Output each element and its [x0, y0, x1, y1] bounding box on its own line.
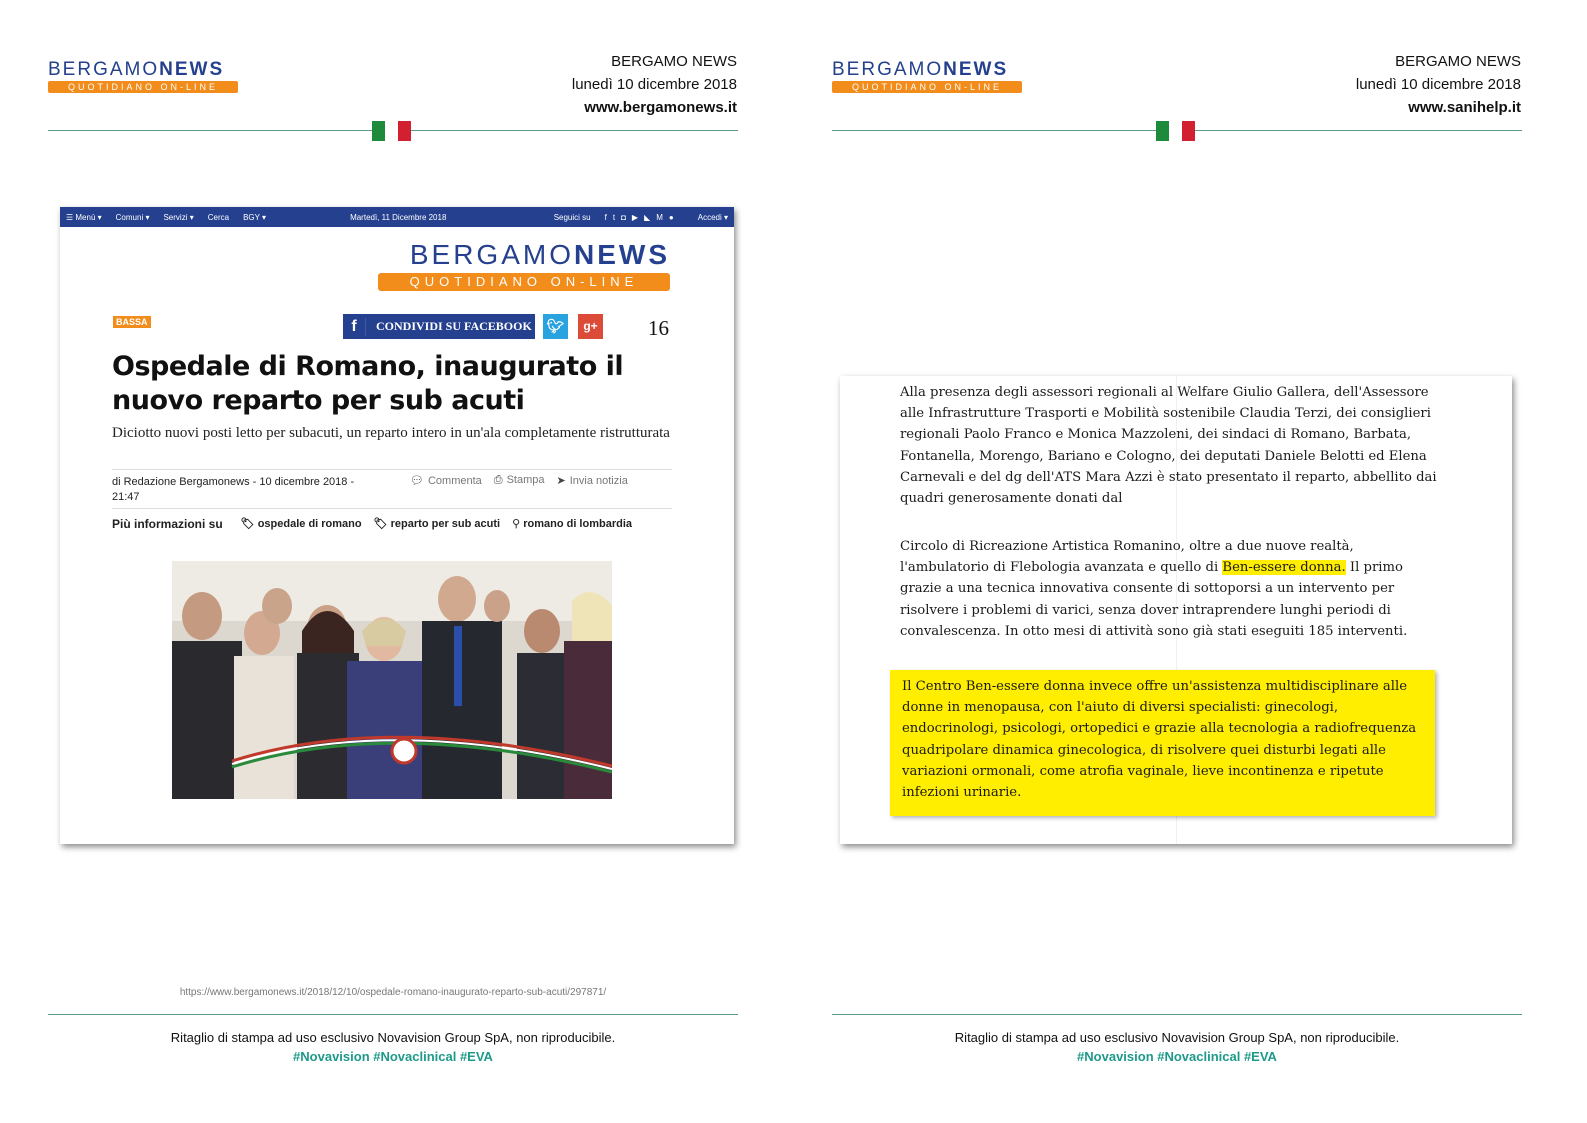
logo-word1: BERGAMO [832, 59, 944, 80]
tag-link[interactable] [374, 517, 500, 531]
logo-word1: BERGAMO [48, 59, 160, 80]
footer-hashtags: #Novavision #Novaclinical #EVA [1077, 1049, 1277, 1064]
tag-label: reparto per sub acuti [390, 518, 501, 530]
highlighted-text: Ben-essere donna. [1222, 560, 1346, 576]
publication-date: lunedì 10 dicembre 2018 [1355, 76, 1521, 93]
article-clipping [60, 207, 734, 844]
share-twitter-button[interactable] [543, 314, 568, 339]
highlight-box [890, 670, 1435, 816]
print-action[interactable] [494, 474, 545, 487]
section-badge[interactable]: BASSA [113, 316, 151, 328]
logo-word2: NEWS [159, 59, 225, 80]
paragraph-2-text-start: Circolo di Ricreazione Artistica Romanino, oltre a due nuove realtà, l'ambulatorio di Flebologia avanzata e quello di [900, 539, 1354, 576]
paragraph-1: Alla presenza degli assessori regionali al Welfare Giulio Gallera, dell'Assessore alle Infrastrutture Trasporti e Mobilità sostenibile Claudia Terzi, dei consiglieri regionali Paolo Franco e Monica Mazzoleni, dei sindaci di Romano, Barbata, Fontanella, Morengo, Bariano e Cologno, dei deputati Daniele Belotti ed Elena Carnevali e del dg dell'ATS Mara Azzi è stato presentato il reparto, abbellito dai quadri generosamente donati dal [900, 385, 1437, 507]
website-link[interactable]: www.sanihelp.it [1408, 99, 1521, 116]
more-info-tags [112, 517, 632, 531]
logo-tagline: QUOTIDIANO ON-LINE [832, 81, 1022, 93]
paragraph-2 [900, 536, 1440, 642]
tag-link[interactable] [512, 517, 632, 531]
tag-label: romano di lombardia [523, 518, 632, 530]
publication-name: BERGAMO NEWS [611, 53, 737, 70]
left-page [0, 0, 793, 1123]
rss-icon[interactable]: ◣ [644, 212, 651, 222]
more-info-label: Più informazioni su [112, 517, 223, 531]
article-actions [410, 474, 628, 487]
paragraph-3: Il Centro Ben-essere donna invece offre un'assistenza multidisciplinare alle donne in menopausa, con l'aiuto di diversi specialisti: ginecologi, endocrinologi, psicologi, ortopedici e grazie alla tecnologia a radiofrequenza quadripolare dinamica ginecologica, di risolvere quei disturbi legati alle variazioni ormonali, come atrofia vaginale, lieve incontinenza e ripetute infezioni urinarie. [902, 679, 1417, 801]
logo-tagline: QUOTIDIANO ON-LINE [48, 81, 238, 93]
logo-word2: NEWS [943, 59, 1009, 80]
site-logo-tagline: QUOTIDIANO ON-LINE [378, 273, 670, 291]
article-photo [172, 561, 612, 799]
article-subtitle: Diciotto nuovi posti letto per subacuti, un reparto intero in un'ala completamente ristrutturata [112, 425, 670, 441]
italian-flag-icon [372, 121, 412, 141]
instagram-icon[interactable]: ◘ [621, 212, 626, 222]
footer-notice: Ritaglio di stampa ad uso esclusivo Novavision Group SpA, non riproducibile. [170, 1030, 616, 1045]
whatsapp-icon[interactable]: ● [668, 212, 674, 222]
youtube-icon[interactable]: ▶ [631, 212, 639, 222]
twitter-icon: 🐦︎ [546, 318, 565, 334]
website-link[interactable]: www.bergamonews.it [584, 99, 737, 116]
footer-hashtags: #Novavision #Novaclinical #EVA [293, 1049, 493, 1064]
publication-date: lunedì 10 dicembre 2018 [571, 76, 737, 93]
article-byline: di Redazione Bergamonews - 10 dicembre 2018 - 21:47 [112, 476, 355, 503]
comment-action[interactable] [410, 474, 482, 487]
facebook-icon[interactable]: f [604, 212, 607, 222]
footer-rule [48, 1014, 738, 1015]
share-googleplus-button[interactable] [578, 314, 603, 339]
facebook-icon: f [343, 318, 366, 336]
send-label: Invia notizia [569, 475, 628, 487]
meta-divider-bottom [112, 508, 672, 509]
nav-accedi[interactable]: Accedi ▾ [697, 212, 728, 222]
tag-label: ospedale di romano [257, 518, 362, 530]
nav-cerca[interactable]: Cerca [207, 212, 230, 222]
print-label: Stampa [506, 474, 545, 486]
footer-notice: Ritaglio di stampa ad uso esclusivo Novavision Group SpA, non riproducibile. [954, 1030, 1400, 1045]
nav-social-icons [605, 213, 674, 222]
footer [48, 1028, 738, 1066]
share-count: 16 [648, 316, 669, 340]
nav-bgy[interactable]: BGY ▾ [243, 212, 267, 222]
share-facebook-label: CONDIVIDI SU FACEBOOK [376, 319, 532, 333]
ribbon-cutting-photo [172, 561, 612, 799]
article-text-clipping [840, 376, 1512, 844]
bergamonews-logo [48, 60, 238, 93]
nav-date: Martedì, 11 Dicembre 2018 [350, 212, 447, 222]
meta-divider-top [112, 469, 672, 470]
tag-icon: 🏷︎ [373, 518, 391, 530]
location-pin-icon: ⚲ [512, 518, 524, 530]
send-action[interactable] [557, 474, 628, 487]
site-logo-word1: BERGAMO [409, 239, 574, 270]
nav-comuni[interactable]: Comuni ▾ [115, 212, 150, 222]
share-facebook-button[interactable] [343, 314, 535, 339]
publication-name: BERGAMO NEWS [1395, 53, 1521, 70]
italian-flag-icon [1156, 121, 1196, 141]
article-title: Ospedale di Romano, inaugurato il nuovo reparto per sub acuti [112, 351, 624, 416]
comment-icon: 💬︎ [410, 475, 424, 487]
print-icon: ⎙ [493, 474, 503, 486]
mail-icon[interactable]: M [656, 212, 663, 222]
footer [832, 1028, 1522, 1066]
twitter-icon[interactable]: t [612, 212, 616, 222]
site-logo[interactable] [378, 239, 670, 291]
footer-rule [832, 1014, 1522, 1015]
nav-seguici: Seguici su [553, 212, 591, 222]
comment-label: Commenta [427, 475, 482, 487]
googleplus-icon: g+ [583, 319, 598, 333]
nav-menu[interactable]: ☰ Menù ▾ [66, 212, 102, 222]
nav-servizi[interactable]: Servizi ▾ [163, 212, 194, 222]
site-logo-word2: NEWS [574, 239, 670, 270]
site-navbar [60, 207, 734, 227]
tag-icon: 🏷︎ [240, 518, 258, 530]
header-info [1356, 50, 1521, 119]
paragraph-2-text-end: Il primo grazie a una tecnica innovativa consente di sottoporsi a un intervento per risolvere i problemi di varici, senza dover intraprendere lunghi periodi di convalescenza. In otto mesi di attività sono già stati eseguiti 185 interventi. [900, 560, 1408, 639]
bergamonews-logo [832, 60, 1022, 93]
source-url[interactable]: https://www.bergamonews.it/2018/12/10/ospedale-romano-inaugurato-reparto-sub-acuti/297871/ [179, 987, 607, 998]
tag-link[interactable] [241, 517, 362, 531]
send-icon: ➤ [556, 475, 566, 487]
header-info [572, 50, 737, 119]
